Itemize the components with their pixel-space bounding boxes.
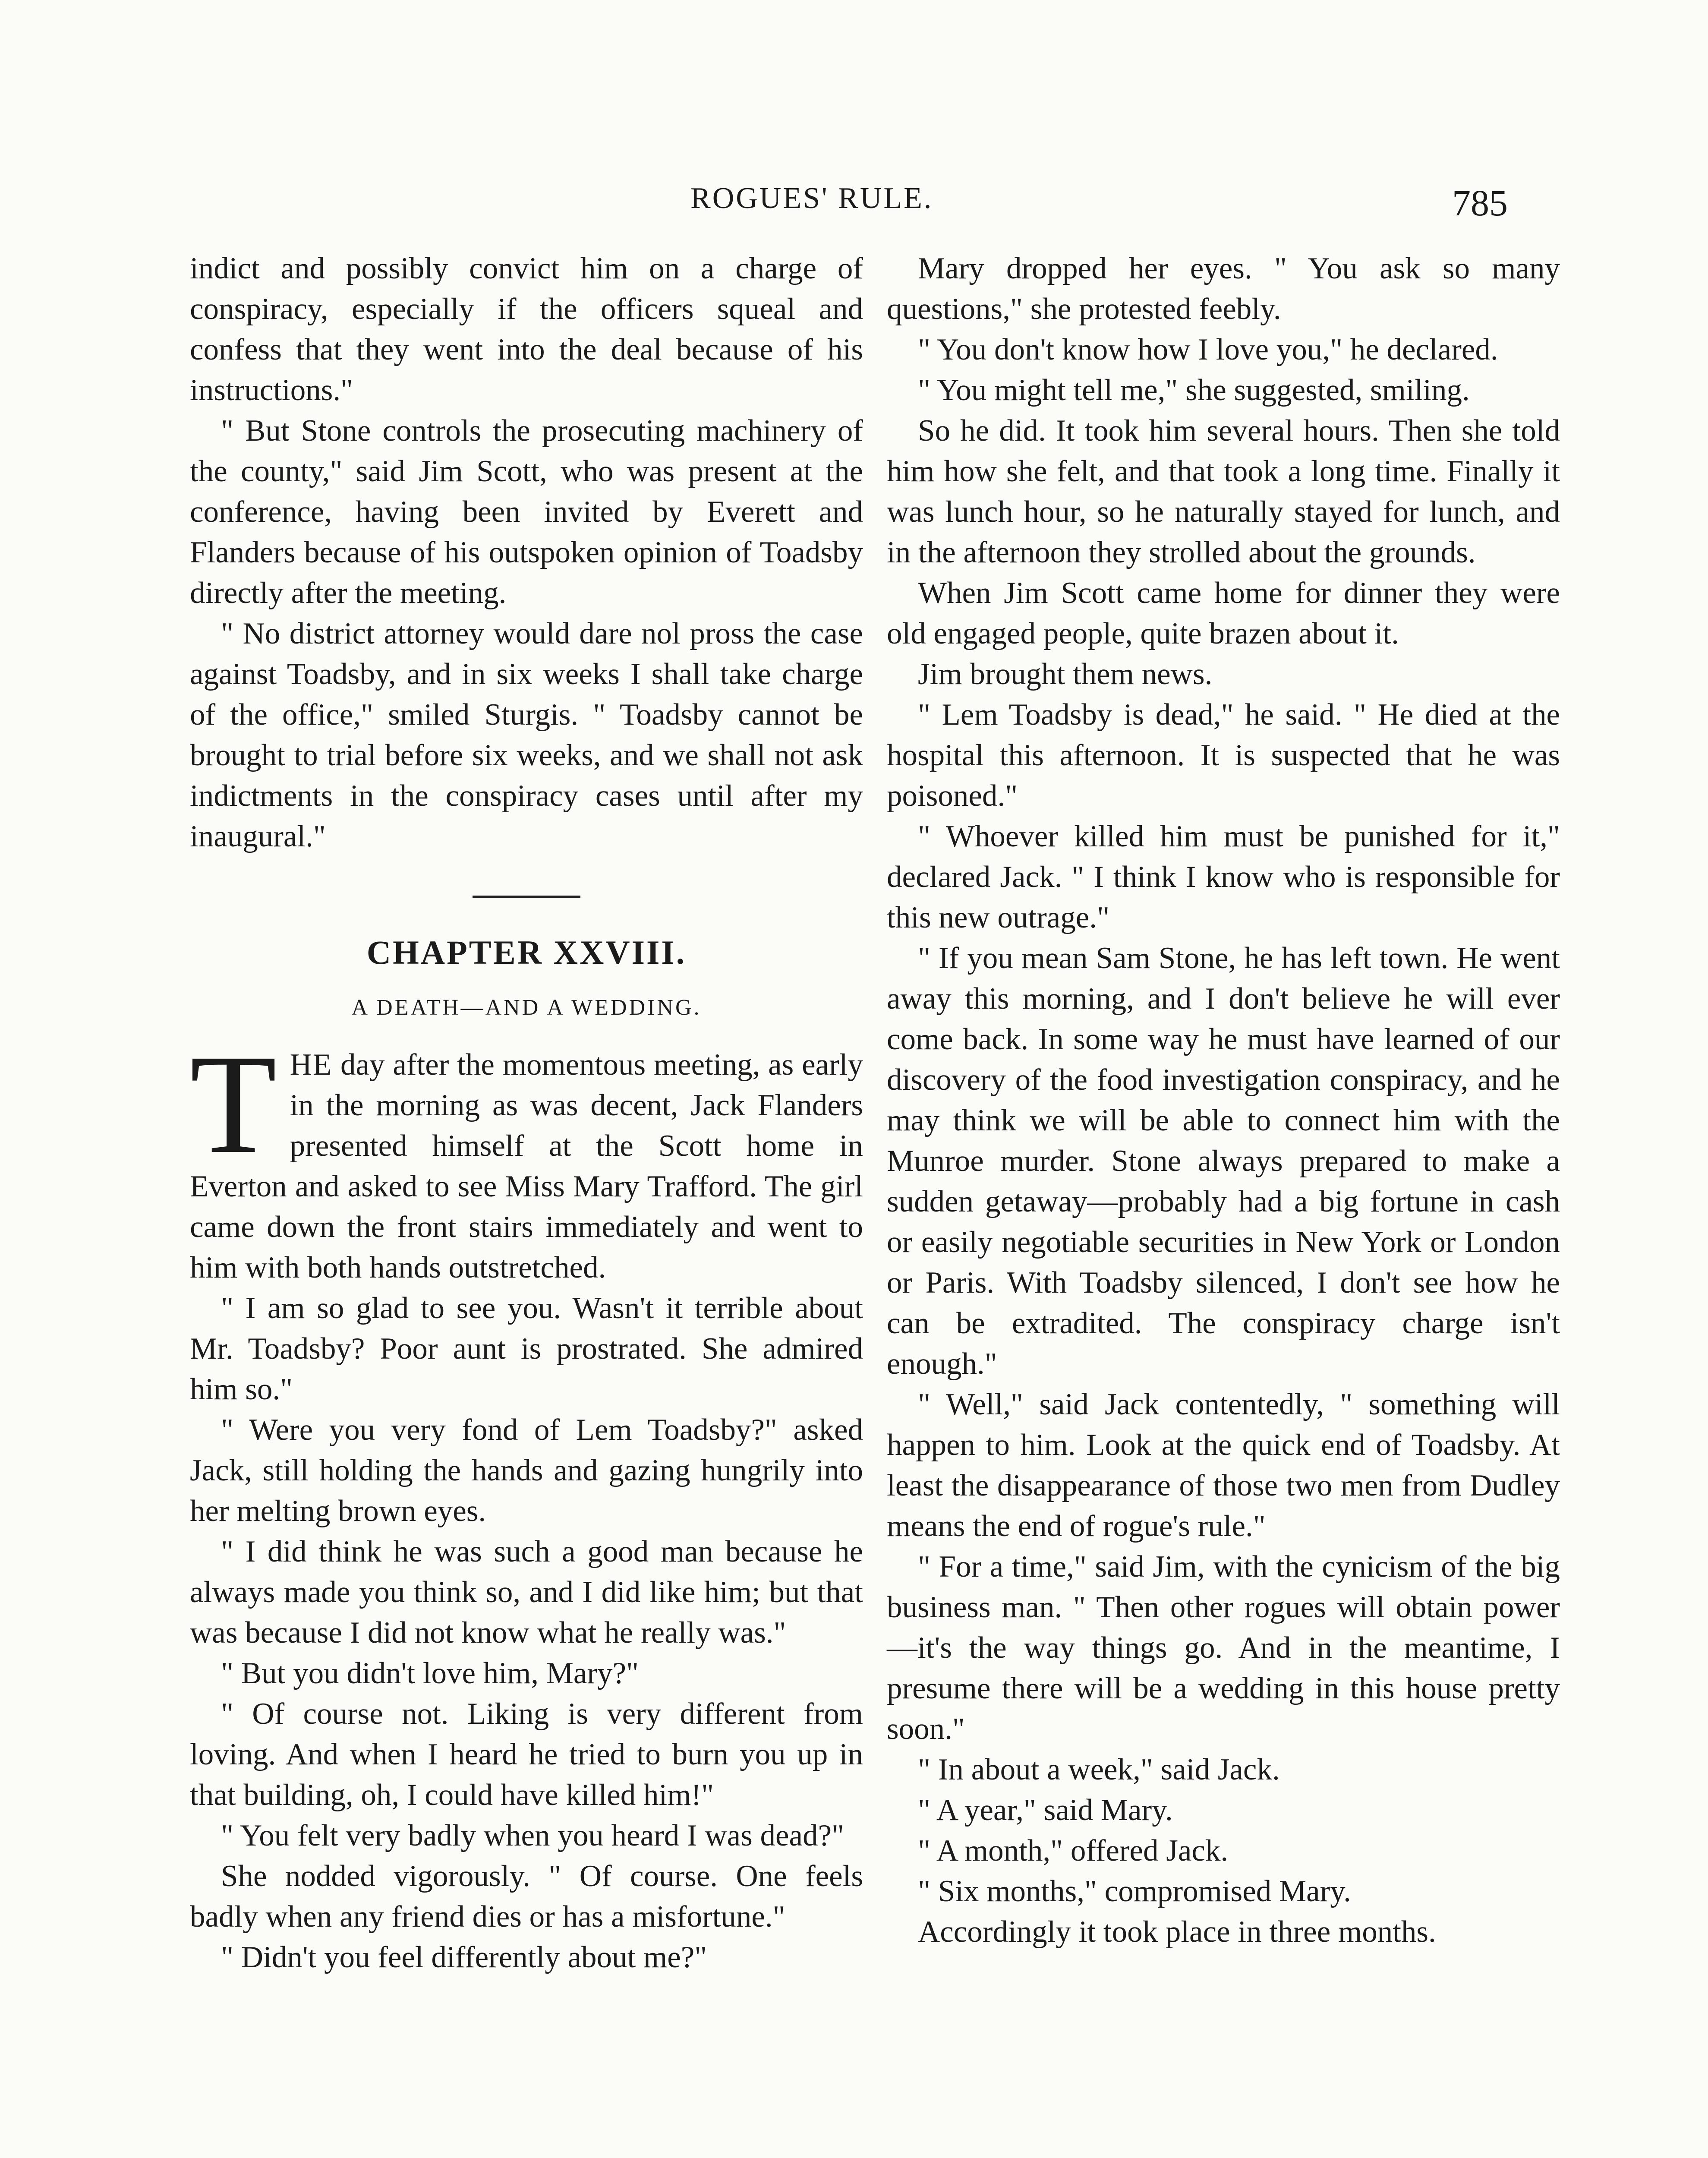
running-head: ROGUES' RULE.: [690, 182, 933, 215]
chapter-heading: CHAPTER XXVIII.: [366, 934, 687, 971]
paragraph: " But Stone controls the prosecuting machinery of the county," said Jim Scott, who was present at the conference, having been invited by Everett and Flanders because of his outspoken opinion of Toadsby directly after the meeting.: [190, 414, 863, 610]
paragraph: " A month," offered Jack.: [918, 1834, 1229, 1868]
right-column: [887, 248, 1560, 1952]
paragraph: " You don't know how I love you," he declared.: [918, 333, 1498, 366]
paragraph: indict and possibly convict him on a charge of conspiracy, especially if the officers squeal and confess that they went into the deal because of his instructions.": [190, 252, 863, 407]
paragraph: " I am so glad to see you. Wasn't it terrible about Mr. Toadsby? Poor aunt is prostrated. She admired him so.": [190, 1291, 863, 1406]
paragraph: Accordingly it took place in three months.: [918, 1915, 1436, 1949]
paragraph: " Lem Toadsby is dead," he said. " He died at the hospital this afternoon. It is suspected that he was poisoned.": [887, 698, 1560, 813]
paragraph: " If you mean Sam Stone, he has left town. He went away this morning, and I don't believe he will ever come back. In some way he must have learned of our discovery of the food investigation conspiracy, and he may think we will be able to connect him with the Munroe murder. Stone always prepared to make a sudden getaway—probably had a big fortune in cash or easily negotiable securities in New York or London or Paris. With Toadsby silenced, I don't see how he can be extradited. The conspiracy charge isn't enough.": [887, 941, 1560, 1381]
paragraph: " Were you very fond of Lem Toadsby?" asked Jack, still holding the hands and gazing hungrily into her melting brown eyes.: [190, 1413, 863, 1528]
paragraph: " Whoever killed him must be punished for it," declared Jack. " I think I know who is responsible for this new outrage.": [887, 820, 1560, 934]
section-divider: [473, 896, 580, 898]
paragraph: Mary dropped her eyes. " You ask so many questions," she protested feebly.: [887, 252, 1560, 326]
paragraph: " For a time," said Jim, with the cynicism of the big business man. " Then other rogues will obtain power—it's the way things go. And in the meantime, I presume there will be a wedding in this house pretty soon.": [887, 1550, 1560, 1746]
paragraph: " In about a week," said Jack.: [918, 1753, 1280, 1786]
paragraph: " Well," said Jack contentedly, " something will happen to him. Look at the quick end of Toadsby. At least the disappearance of those two men from Dudley means the end of rogue's rule.": [887, 1388, 1560, 1543]
paragraph: " You felt very badly when you heard I was dead?": [221, 1819, 845, 1852]
paragraph: " You might tell me," she suggested, smiling.: [918, 373, 1470, 407]
opening-text: day after the momentous meeting, as early in the morning as was decent, Jack Flanders presented himself at the Scott home in Everton and asked to see Miss Mary Trafford. The girl came down the front stairs immediately and went to him with both hands outstretched.: [190, 1048, 863, 1284]
paragraph: " Of course not. Liking is very different from loving. And when I heard he tried to burn you up in that building, oh, I could have killed him!": [190, 1697, 863, 1812]
paragraph: Jim brought them news.: [918, 657, 1213, 691]
chapter-opening-paragraph: [190, 1025, 863, 1288]
paragraph: " A year," said Mary.: [918, 1793, 1173, 1827]
paragraph: " But you didn't love him, Mary?": [221, 1656, 639, 1690]
opening-small-caps: HE: [290, 1048, 333, 1082]
paragraph: " I did think he was such a good man because he always made you think so, and I did like him; but that was because I did not know what he really was.": [190, 1535, 863, 1650]
paragraph: " No district attorney would dare nol pross the case against Toadsby, and in six weeks I shall take charge of the office," smiled Sturgis. " Toadsby cannot be brought to trial before six weeks, and we shall not ask indictments in the conspiracy cases until after my inaugural.": [190, 617, 863, 853]
drop-cap: T: [190, 1025, 277, 1183]
paragraph: When Jim Scott came home for dinner they were old engaged people, quite brazen about it.: [887, 576, 1560, 650]
paragraph: She nodded vigorously. " Of course. One feels badly when any friend dies or has a misfortune.": [190, 1859, 863, 1934]
left-column: [190, 248, 863, 1978]
paragraph: " Didn't you feel differently about me?": [221, 1940, 707, 1974]
page-number: 785: [1452, 182, 1508, 224]
paragraph: " Six months," compromised Mary.: [918, 1874, 1351, 1908]
paragraph: So he did. It took him several hours. Then she told him how she felt, and that took a long time. Finally it was lunch hour, so he naturally stayed for lunch, and in the afternoon they strolled about the grounds.: [887, 414, 1560, 569]
chapter-subtitle: A DEATH—AND A WEDDING.: [351, 995, 702, 1020]
